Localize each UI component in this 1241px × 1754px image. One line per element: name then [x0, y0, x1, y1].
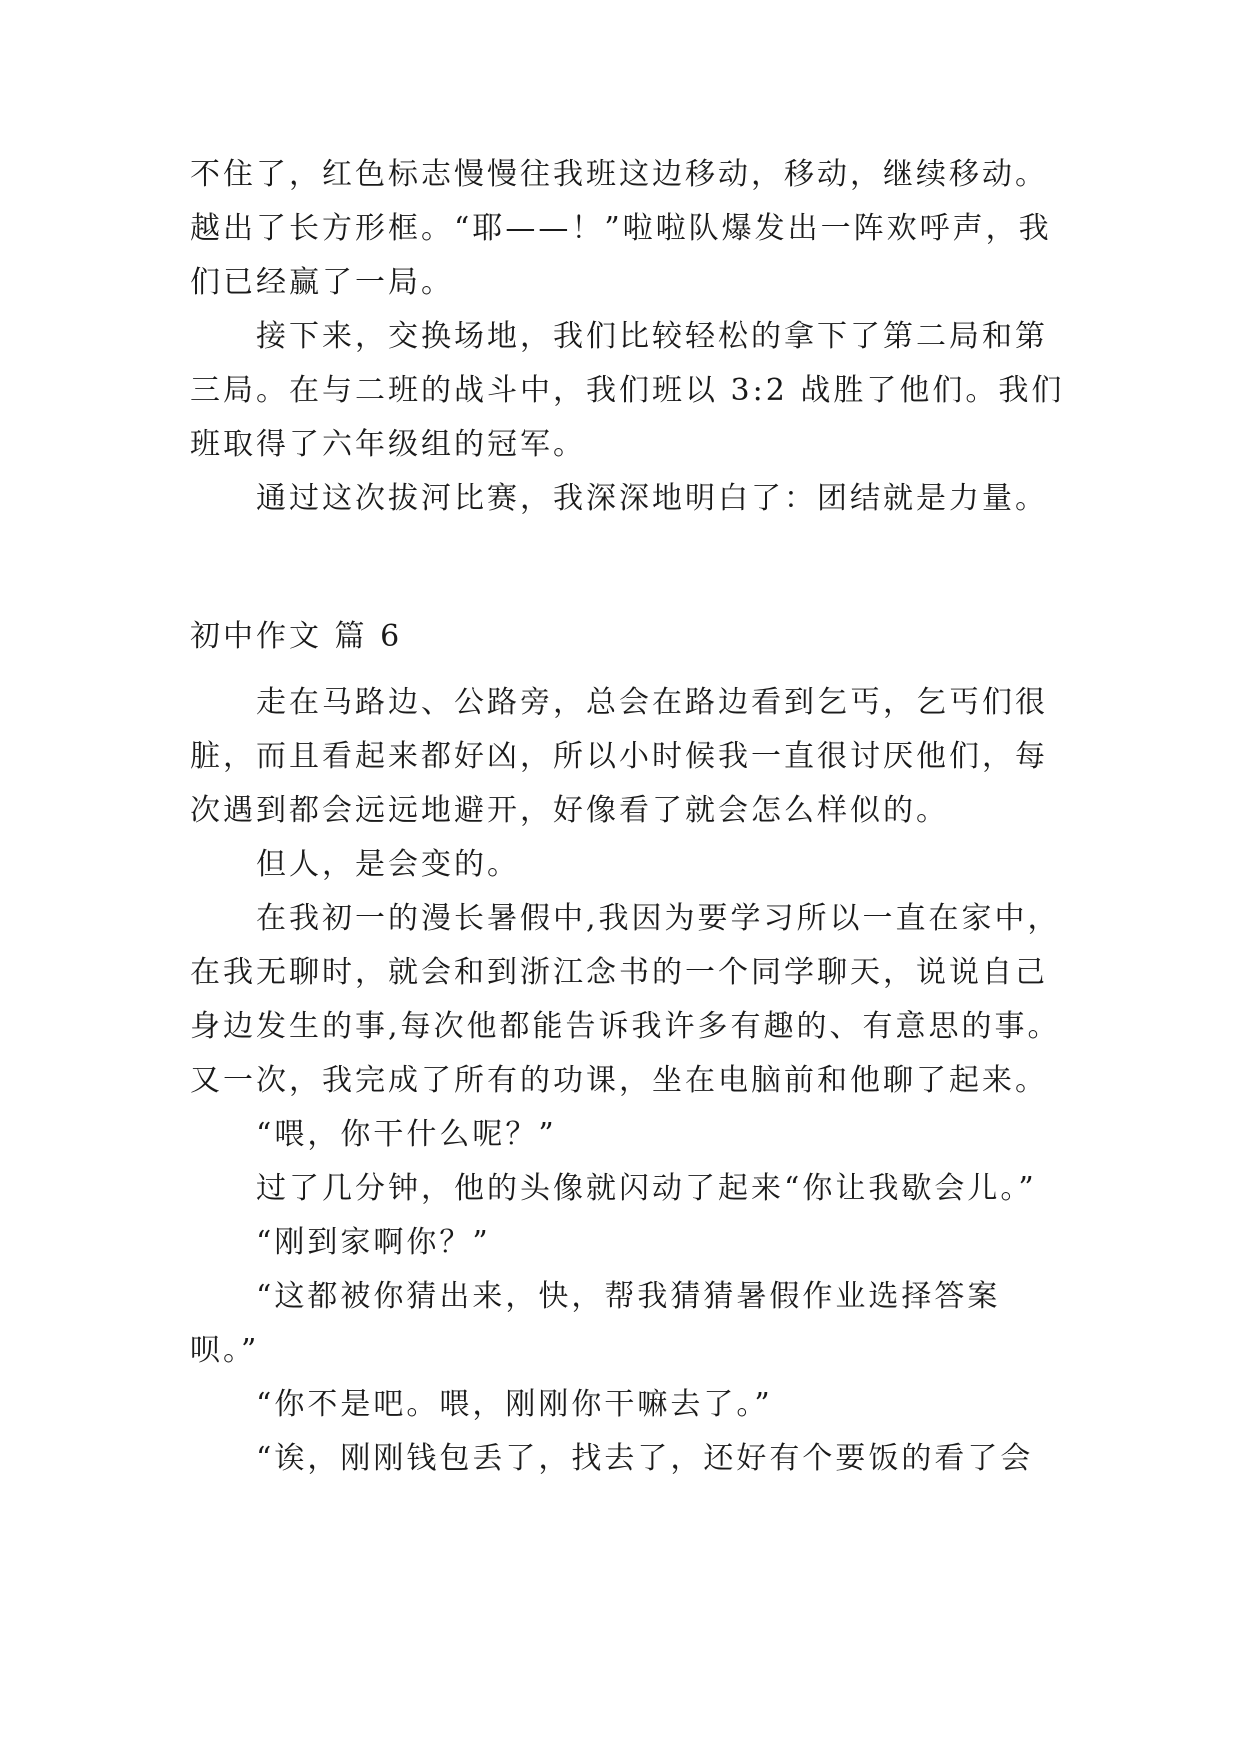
text-line: 呗。” [190, 1333, 260, 1368]
text-line: 三局。在与二班的战斗中，我们班以 3:2 战胜了他们。我们 [190, 373, 1065, 408]
text-line: 在我无聊时，就会和到浙江念书的一个同学聊天，说说自己 [190, 955, 1048, 990]
essay-part-2 [190, 676, 1060, 1486]
dialogue-line: “刚到家啊你？” [256, 1225, 491, 1260]
text-line: 越出了长方形框。“耶——！”啦啦队爆发出一阵欢呼声，我 [190, 211, 1052, 246]
essay-heading: 初中作文 篇 6 [190, 619, 403, 654]
essay-part-1 [190, 148, 1065, 526]
paragraph-start-line: 在我初一的漫长暑假中,我因为要学习所以一直在家中， [256, 901, 1061, 936]
text-line: 身边发生的事,每次他都能告诉我许多有趣的、有意思的事。 [190, 1009, 1061, 1044]
paragraph-start-line: 走在马路边、公路旁，总会在路边看到乞丐，乞丐们很 [256, 685, 1048, 720]
text-line: 次遇到都会远远地避开，好像看了就会怎么样似的。 [190, 793, 949, 828]
dialogue-line: “你不是吧。喂，刚刚你干嘛去了。” [256, 1387, 773, 1422]
paragraph-start-line: 但人，是会变的。 [256, 847, 520, 882]
dialogue-line: “诶，刚刚钱包丢了，找去了，还好有个要饭的看了会 [256, 1441, 1034, 1476]
text-line: 班取得了六年级组的冠军。 [190, 427, 586, 462]
paragraph-start-line: 接下来，交换场地，我们比较轻松的拿下了第二局和第 [256, 319, 1048, 354]
text-line: 又一次，我完成了所有的功课，坐在电脑前和他聊了起来。 [190, 1063, 1048, 1098]
text-line: 不住了，红色标志慢慢往我班这边移动，移动，继续移动。 [190, 157, 1048, 192]
paragraph-start-line: 通过这次拔河比赛，我深深地明白了：团结就是力量。 [256, 481, 1048, 516]
dialogue-line: “这都被你猜出来，快，帮我猜猜暑假作业选择答案 [256, 1279, 1001, 1314]
paragraph-start-line: 过了几分钟，他的头像就闪动了起来“你让我歇会儿。” [256, 1171, 1037, 1206]
essay-heading-block [190, 610, 1060, 664]
text-line: 们已经赢了一局。 [190, 265, 454, 300]
text-line: 脏，而且看起来都好凶，所以小时候我一直很讨厌他们，每 [190, 739, 1048, 774]
dialogue-line: “喂，你干什么呢？” [256, 1117, 557, 1152]
